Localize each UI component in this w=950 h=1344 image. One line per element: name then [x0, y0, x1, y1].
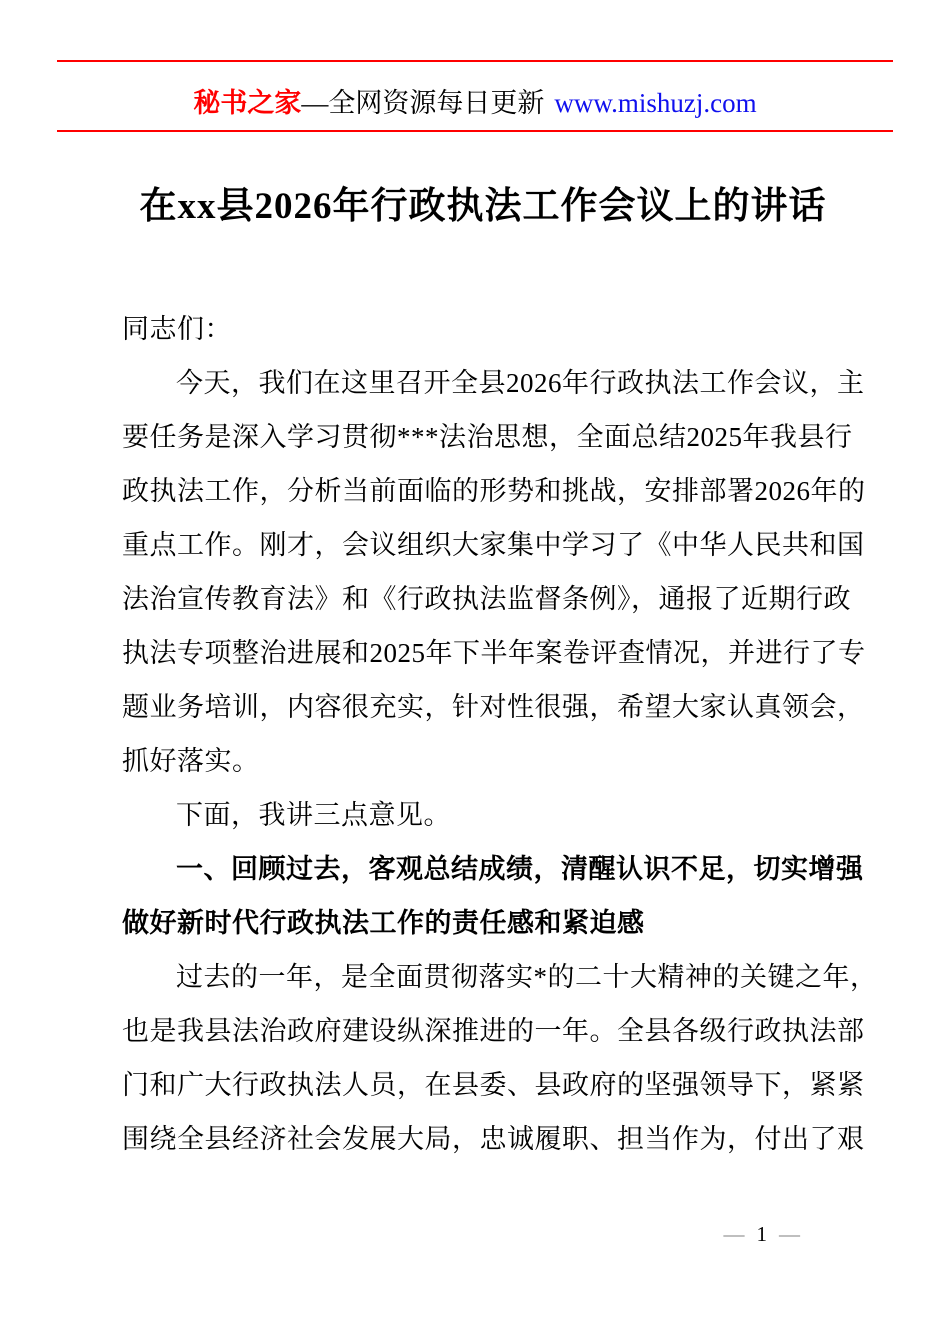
text-line: 要任务是深入学习贯彻***法治思想，全面总结2025年我县行 [122, 422, 853, 452]
text-line: 门和广大行政执法人员，在县委、县政府的坚强领导下，紧紧 [122, 1070, 865, 1100]
page-number-dash-right: — [779, 1222, 800, 1246]
text-line: 执法专项整治进展和2025年下半年案卷评查情况，并进行了专 [122, 638, 866, 668]
text-line: 法治宣传教育法》和《行政执法监督条例》，通报了近期行政 [122, 584, 851, 614]
header-dash: — [301, 88, 329, 118]
page-number [724, 1220, 801, 1248]
text-line: 一、回顾过去，客观总结成绩，清醒认识不足，切实增强 [176, 854, 864, 884]
text-line: 题业务培训，内容很充实，针对性很强，希望大家认真领会， [122, 692, 865, 722]
page-title: 在xx县2026年行政执法工作会议上的讲话 [139, 186, 827, 227]
header-url-link[interactable]: www.mishuzj.com [554, 88, 757, 118]
text-line: 今天，我们在这里召开全县2026年行政执法工作会议，主 [176, 368, 865, 398]
page-number-value: 1 [756, 1222, 767, 1246]
document-body [122, 302, 878, 1166]
text-line: 过去的一年，是全面贯彻落实*的二十大精神的关键之年， [176, 962, 878, 992]
section-heading [122, 842, 864, 950]
paragraph [122, 356, 866, 788]
site-header [57, 60, 893, 132]
paragraph [122, 788, 850, 842]
paragraph [122, 950, 878, 1166]
paragraph [122, 302, 850, 356]
text-line: 同志们： [122, 314, 232, 344]
text-line: 也是我县法治政府建设纵深推进的一年。全县各级行政执法部 [122, 1016, 865, 1046]
text-line: 下面，我讲三点意见。 [176, 800, 451, 830]
header-tagline: 全网资源每日更新 [328, 88, 545, 118]
text-line: 政执法工作，分析当前面临的形势和挑战，安排部署2026年的 [122, 476, 866, 506]
text-line: 围绕全县经济社会发展大局，忠诚履职、担当作为，付出了艰 [122, 1124, 865, 1154]
brand-name: 秘书之家 [193, 88, 302, 118]
page-number-dash-left: — [723, 1222, 745, 1246]
text-line: 抓好落实。 [122, 746, 260, 776]
text-line: 重点工作。刚才，会议组织大家集中学习了《中华人民共和国 [122, 530, 865, 560]
text-line: 做好新时代行政执法工作的责任感和紧迫感 [122, 908, 645, 938]
